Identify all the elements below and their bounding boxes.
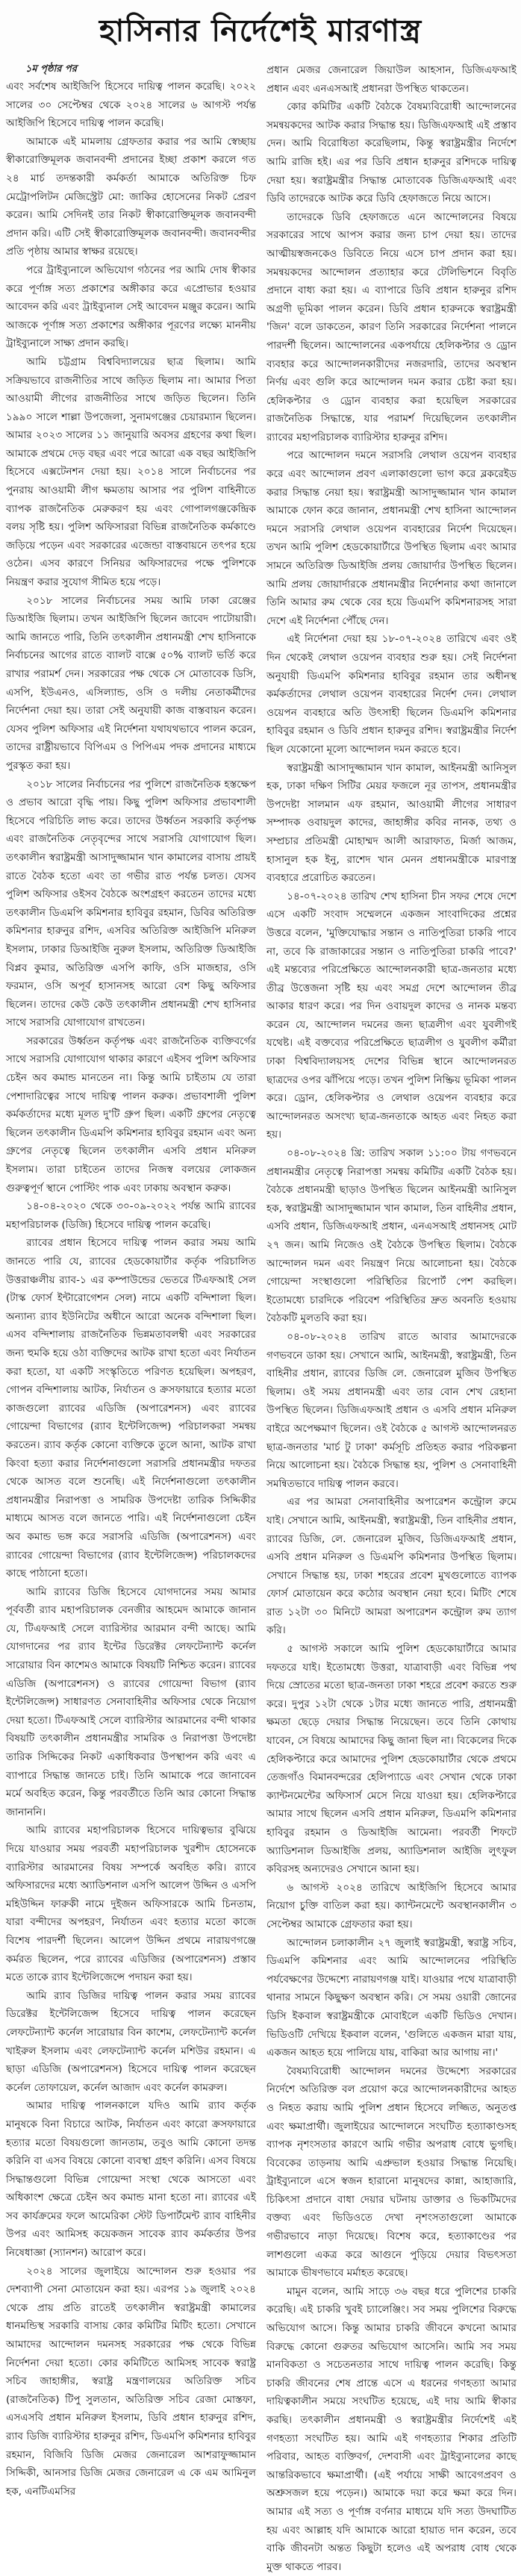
paragraph: প্রধান মেজর জেনারেল জিয়াউল আহসান, ডিজিএফআই প্রধান এবং এনএসআই প্রধানরা উপস্থিত থাকতেন। xyxy=(266,64,517,95)
paragraph: র‌্যাবের প্রধান হিসেবে দায়িত্ব পালন করার সময় আমি জানতে পারি যে, র‌্যাবের হেডকোয়ার্টার কর্তৃক পরিচালিত উত্তরাঞ্চলীয় র‌্যাব-১ এর কম্পাউন্ডের ভেতরে টিএফআই সেল (টাস্ক ফোর্স ইন্টারোগেশন সেল) নামে একটি বন্দিশালা ছিল। অন্যান্য র‌্যাব ইউনিটের অধীনে আরো অনেক বন্দিশালা ছিল। এসব বন্দিশালায় রাজনৈতিক ভিন্নমতাবলম্বী এবং সরকারের জন্য হুমকি হয়ে ওঠা ব্যক্তিদের আটক রাখা হতো এবং নির্যাতন করা হতো, যা একটি সংস্কৃতিতে পরিণত হয়েছিল। অপহরণ, গোপন বন্দিশালায় আটক, নির্যাতন ও ক্রসফায়ারে হত্যার মতো কাজগুলো র‌্যাবের এডিজি (অপারেশনস) এবং র‌্যাবের গোয়েন্দা বিভাগের (র‌্যাব ইন্টেলিজেন্স) পরিচালকরা সমন্বয় করতেন। র‌্যাব কর্তৃক কোনো ব্যক্তিকে তুলে আনা, আটক রাখা কিংবা হত্যা করার নির্দেশনাগুলো সরাসরি প্রধানমন্ত্রীর দফতর থেকে আসত বলে শুনেছি। এই নির্দেশনাগুলো তৎকালীন প্রধানমন্ত্রীর নিরাপত্তা ও সামরিক উপদেষ্টা তারিক সিদ্দিকীর মাধ্যমে আসত বলে জানতে পারি। এই নির্দেশনাগুলো চেইন অব কমান্ড ভঙ্গ করে সরাসরি এডিজি (অপারেশনস) এবং র‌্যাবের গোয়েন্দা বিভাগের (র‌্যাব ইন্টেলিজেন্স) পরিচালকদের কাছে পাঠানো হতো। xyxy=(6,1237,256,1580)
paragraph: ০৪-০৮-২০২৪ খ্রি: তারিখ সকাল ১১:০০ টায় গণভবনে প্রধানমন্ত্রীর নেতৃত্বে নিরাপত্তা সমন্বয় কমিটির একটি বৈঠক হয়। বৈঠকে প্রধানমন্ত্রী ছাড়াও উপস্থিত ছিলেন আইনমন্ত্রী আনিসুল হক, স্বরাষ্ট্রমন্ত্রী আসাদুজ্জামান খান কামাল, তিন বাহিনীর প্রধান, এসবি প্রধান, ডিজিএফআই প্রধান, এনএসআই প্রধানসহ মোট ২৭ জন। আমি নিজেও ওই বৈঠকে উপস্থিত ছিলাম। বৈঠকে আন্দোলন দমন এবং নিয়ন্ত্রণ নিয়ে আলোচনা হয়। বৈঠকে গোয়েন্দা সংস্থাগুলো পরিস্থিতির রিপোর্ট পেশ করছিল। ইতোমধ্যে চারদিকে পরিবেশ পরিস্থিতির দ্রুত অবনতি হওয়ায় বৈঠকটি মুলতবি করা হয়। xyxy=(266,1147,517,1325)
paragraph: পরে ট্রাইব্যুনালে অভিযোগ গঠনের পর আমি দোষ স্বীকার করে পূর্ণাঙ্গ সত্য প্রকাশের অঙ্গীকার করে এপ্রোভার হওয়ার আবেদন করি এবং ট্রাইব্যুনাল সেই আবেদন মঞ্জুর করেন। আমি আজকে পূর্ণাঙ্গ সত্য প্রকাশের অঙ্গীকার পূরণের লক্ষ্যে মাননীয় ট্রাইব্যুনালে সাক্ষ্য প্রদান করছি। xyxy=(6,263,256,350)
paragraph: ৬ আগস্ট ২০২৪ তারিখে আইজিপি হিসেবে আমার নিয়োগ চুক্তি বাতিল করা হয়। ক্যান্টনমেন্টে অবস্থানকালীন ৩ সেপ্টেম্বর আমাকে গ্রেফতার করা হয়। xyxy=(266,1881,517,1930)
paragraph: ৫ আগস্ট সকালে আমি পুলিশ হেডকোয়ার্টারে আমার দফতরে যাই। ইতোমধ্যে উত্তরা, যাত্রাবাড়ী এবং বিভিন্ন পথ দিয়ে স্রোতের মতো ছাত্র-জনতা ঢাকা শহরে প্রবেশ করতে শুরু করে। দুপুর ১২টা থেকে ১টার মধ্যে জানতে পারি, প্রধানমন্ত্রী ক্ষমতা ছেড়ে দেয়ার সিদ্ধান্ত নিয়েছেন। তবে তিনি কোথায় যাবেন, সে বিষয়ে আমাদের কিছু জানা ছিল না। বিকেলের দিকে হেলিকপ্টারে করে আমাদের পুলিশ হেডকোয়ার্টার থেকে প্রথমে তেজগাঁও বিমানবন্দরের হেলিপ্যাডে এবং সেখান থেকে ঢাকা ক্যান্টনমেন্টের অফিসার্স মেসে নিয়ে যাওয়া হয়। হেলিকপ্টারে আমার সাথে ছিলেন এসবি প্রধান মনিরুল, ডিএমপি কমিশনার হাবিবুর রহমান ও ডিআইজি আমেনা। পরবর্তী শিফটে অ্যাডিশনাল ডিআইজি প্রলয়, অ্যাডিশনাল আইজি লুৎফুল কবিরসহ অন্যদেরও সেখানে আনা হয়। xyxy=(266,1643,517,1876)
paragraph: আমার দায়িত্ব পালনকালে যদিও আমি র‌্যাব কর্তৃক মানুষকে বিনা বিচারে আটক, নির্যাতন এবং কারো ক্রসফায়ারে হত্যার মতো বিষয়গুলো জানতাম, তবুও আমি কোনো তদন্ত করিনি বা এসব বিষয়ে কোনো ব্যবস্থা গ্রহণ করিনি। এসব বিষয়ে সিদ্ধান্তগুলো বিভিন্ন গোয়েন্দা সংস্থা থেকে আসতো এবং অধিকাংশ ক্ষেত্রে চেইন অব কমান্ড মানা হতো না। র‌্যাবের এই সব কার্যক্রমের ফলে আমেরিকা স্টেট ডিপার্টমেন্ট র‌্যাব বাহিনীর উপর এবং আমিসহ কয়েকজন সাবেক র‌্যাব কর্মকর্তার উপর নিষেধাজ্ঞা (স্যানশন) আরোপ করে। xyxy=(6,2100,256,2260)
paragraph: কোর কমিটির একটি বৈঠকে বৈষম্যবিরোধী আন্দোলনের সমন্বয়কদের আটক করার সিদ্ধান্ত হয়। ডিজিএফআই এই প্রস্তাব দেন। আমি বিরোধিতা করেছিলাম, কিন্তু স্বরাষ্ট্রমন্ত্রীর নির্দেশে আমি রাজি হই। এর পর ডিবি প্রধান হারুনুর রশিদকে দায়িত্ব দেয়া হয়। স্বরাষ্ট্রমন্ত্রীর সিদ্ধান্ত মোতাবেক ডিজিএফআই এবং ডিবি তাদেরকে আটক করে ডিবি হেফাজতে নিয়ে আসে। xyxy=(266,101,517,205)
paragraph: বৈষম্যবিরোধী আন্দোলন দমনের উদ্দেশ্যে সরকারের নির্দেশে অতিরিক্ত বল প্রয়োগ করে আন্দোলনকারীদের আহত ও নিহত করায় আমি পুলিশ প্রধান হিসেবে লজ্জিত, অনুতপ্ত এবং ক্ষমাপ্রার্থী। জুলাইয়ের আন্দোলনে সংঘটিত হত্যাকাণ্ডসহ ব্যাপক নৃশংসতার কারণে আমি গভীর অপরাধ বোধে ভুগছি। বিবেকের তাড়নায় আমি এপ্রুভাল হওয়ার সিদ্ধান্ত নিয়েছি। ট্রাইব্যুনালে এসে স্বজন হারানো মানুষদের কান্না, আহাজারি, চিকিৎসা প্রদানে বাধা দেয়ার ঘটনায় ডাক্তার ও ভিকটিমদের বক্তব্য এবং ভিডিওতে দেখা নৃশংসতাগুলো আমাকে গভীরভাবে নাড়া দিয়েছে। বিশেষ করে, হত্যাকাণ্ডের পর লাশগুলো একত্র করে আগুনে পুড়িয়ে দেয়ার বিভৎসতা আমাকে ভীষণভাবে মর্মাহত করেছে। xyxy=(266,2065,517,2280)
paragraph: ১৪-০৭-২০২৪ তারিখ শেখ হাসিনা চীন সফর শেষে দেশে এসে একটি সংবাদ সম্মেলনে একজন সাংবাদিকের প্রশ্নের উত্তরে বলেন, 'মুক্তিযোদ্ধার সন্তান ও নাতিপুতিরা চাকরি পাবে না, তবে কি রাজাকারের সন্তান ও নাতিপুতিরা চাকরি পাবে?' এই মন্তব্যের পরিপ্রেক্ষিতে আন্দোলনকারী ছাত্র-জনতার মধ্যে তীব্র উত্তেজনা সৃষ্টি হয় এবং সমগ্র দেশে আন্দোলন তীব্র আকার ধারণ করে। পর দিন ওবায়দুল কাদের ও নানক মন্তব্য করেন যে, আন্দোলন দমনের জন্য ছাত্রলীগ এবং যুবলীগই যথেষ্ট। এই বক্তব্যের পরিপ্রেক্ষিতে ছাত্রলীগ ও যুবলীগ কর্মীরা ঢাকা বিশ্ববিদ্যালয়সহ দেশের বিভিন্ন স্থানে আন্দোলনরত ছাত্রদের ওপর ঝাঁপিয়ে পড়ে। তখন পুলিশ নিষ্ক্রিয় ভূমিকা পালন করে। ড্রোন, হেলিকপ্টার ও লেথাল ওয়েপন ব্যবহার করে আন্দোলনরত অসংখ্য ছাত্র-জনতাকে আহত এবং নিহত করা হয়। xyxy=(266,890,517,1141)
headline: হাসিনার নির্দেশেই মারণাস্ত্র xyxy=(99,13,422,49)
paragraph: স্বরাষ্ট্রমন্ত্রী আসাদুজ্জামান খান কামাল, আইনমন্ত্রী আনিসুল হক, ঢাকা দক্ষিণ সিটির মেয়র ফজলে নূর তাপস, প্রধানমন্ত্রীর উপদেষ্টা সালমান এফ রহমান, আওয়ামী লীগের সাধারণ সম্পাদক ওবায়দুল কাদের, জাহাঙ্গীর কবির নানক, তথ্য ও সম্প্রচার প্রতিমন্ত্রী মোহাম্মদ আলী আরাফাত, মির্জা আজম, হাসানুল হক ইনু, রাশেদ খান মেনন প্রধানমন্ত্রীকে মারণাস্ত্র ব্যবহারে প্ররোচিত করতেন। xyxy=(266,761,517,885)
paragraph: ১৪-০৪-২০২০ থেকে ৩০-০৯-২০২২ পর্যন্ত আমি র‌্যাবের মহাপরিচালক (ডিজি) হিসেবে দায়িত্ব পালন করেছি। xyxy=(6,1200,256,1231)
article-body xyxy=(6,61,517,2573)
paragraph: এর পর আমরা সেনাবাহিনীর অপারেশন কন্ট্রোল রুমে যাই। সেখানে আমি, আইনমন্ত্রী, স্বরাষ্ট্রমন্ত্রী, তিন বাহিনীর প্রধান, র‌্যাবের ডিজি, লে. জেনারেল মুজিব, ডিজিএফআই প্রধান, এসবি প্রধান মনিরুল ও ডিএমপি কমিশনার উপস্থিত ছিলাম। সেখানে সিদ্ধান্ত হয়, ঢাকা শহরের প্রবেশ মুখগুলোতে ব্যাপক ফোর্স মোতায়েন করে কঠোর অবস্থান নেয়া হবে। মিটিং শেষে রাত ১২টা ৩০ মিনিটে আমরা অপারেশন কন্ট্রোল রুম ত্যাগ করি। xyxy=(266,1496,517,1637)
paragraph: ২০১৮ সালের নির্বাচনের সময় আমি ঢাকা রেঞ্জের ডিআইজি ছিলাম। তখন আইজিপি ছিলেন জাবেদ পাটোয়ারী। আমি জানতে পারি, তিনি তৎকালীন প্রধানমন্ত্রী শেখ হাসিনাকে নির্বাচনের আগের রাতে ব্যালট বাক্সে ৫০% ব্যালট ভর্তি করে রাখার পরামর্শ দেন। সরকারের পক্ষ থেকে সে মোতাবেক ডিসি, এসপি, ইউএনও, এসিল্যান্ড, ওসি ও দলীয় নেতাকর্মীদের নির্দেশনা দেয়া হয়। তারা সেই অনুযায়ী কাজ বাস্তবায়ন করেন। যেসব পুলিশ অফিসার এই নির্দেশনা যথাযথভাবে পালন করেন, তাদের রাষ্ট্রীয়ভাবে বিপিএম ও পিপিএম পদক প্রদানের মাধ্যমে পুরস্কৃত করা হয়। xyxy=(6,594,256,772)
paragraph: এই নির্দেশনা দেয়া হয় ১৮-০৭-২০২৪ তারিখে এবং ওই দিন থেকেই লেথাল ওয়েপন ব্যবহার শুরু হয়। সেই নির্দেশনা অনুযায়ী ডিএমপি কমিশনার হাবিবুর রহমান তার অধীনস্থ কর্মকর্তাদের লেথাল ওয়েপন ব্যবহারের নির্দেশ দেন। লেথাল ওয়েপন ব্যবহারে অতি উৎসাহী ছিলেন ডিএমপি কমিশনার হাবিবুর রহমান ও ডিবি প্রধান হারুনুর রশিদ। স্বরাষ্ট্রমন্ত্রীর নির্দেশ ছিল যেকোনো মূল্যে আন্দোলন দমন করতে হবে। xyxy=(266,633,517,755)
paragraph: মামুন বলেন, আমি সাড়ে ৩৬ বছর ধরে পুলিশের চাকরি করেছি। এই চাকরি খুবই চ্যালেঞ্জিং। সব সময় পুলিশের বিরুদ্ধে অভিযোগ আসে। কিন্তু আমার চাকরি জীবনে কখনো আমার বিরুদ্ধে কোনো গুরুতর অভিযোগ আসেনি। আমি সব সময় মানবিকতা ও সচেতনতার সাথে দায়িত্ব পালন করেছি। কিন্তু চাকরি জীবনের শেষ প্রান্তে এসে এ ধরনের গণহত্যা আমার দায়িত্বকালীন সময়ে সংঘটিত হয়েছে, এই দায় আমি স্বীকার করছি। তৎকালীন প্রধানমন্ত্রী ও স্বরাষ্ট্রমন্ত্রীর নির্দেশেই এই গণহত্যা সংঘটিত হয়। আমি এই গণহত্যার শিকার প্রতিটি পরিবার, আহত ব্যক্তিবর্গ, দেশবাসী এবং ট্রাইব্যুনালের কাছে আন্তরিকভাবে ক্ষমাপ্রার্থী। (এই পর্যায়ে সাক্ষী আবেগপ্রবণ ও অশ্রুসজল হয়ে পড়েন।) আমাকে দয়া করে ক্ষমা করে দিন। আমার এই সত্য ও পূর্ণাঙ্গ বর্ণনার মাধ্যমে যদি সত্য উদঘাটিত হয় এবং আল্লাহ যদি আমাকে আরো হায়াত দান করেন, তবে বাকি জীবনটা অন্তত কিছুটা হলেও এই অপরাধ বোধ থেকে মুক্ত থাকতে পারব। xyxy=(266,2285,517,2573)
paragraph: ২০১৮ সালের নির্বাচনের পর পুলিশে রাজনৈতিক হস্তক্ষেপ ও প্রভাব আরো বৃদ্ধি পায়। কিছু পুলিশ অফিসার প্রভাবশালী হিসেবে পরিচিতি লাভ করে। তাদের উর্ধ্বতন সরকারি কর্তৃপক্ষ এবং রাজনৈতিক নেতৃবৃন্দের সাথে সরাসরি যোগাযোগ ছিল। তৎকালীন স্বরাষ্ট্রমন্ত্রী আসাদুজ্জামান খান কামালের বাসায় প্রায়ই রাতে বৈঠক হতো এবং তা গভীর রাত পর্যন্ত চলত। যেসব পুলিশ অফিসার ওইসব বৈঠকে অংশগ্রহণ করতেন তাদের মধ্যে তৎকালীন ডিএমপি কমিশনার হাবিবুর রহমান, ডিবির অতিরিক্ত কমিশনার হারুনুর রশিদ, এসবির অতিরিক্ত আইজিপি মনিরুল ইসলাম, ঢাকার ডিআইজি নুরুল ইসলাম, অতিরিক্ত ডিআইজি বিপ্লব কুমার, অতিরিক্ত এসপি কাফি, ওসি মাজহার, ওসি ফরমান, ওসি অপূর্ব হাসানসহ আরো বেশ কিছু অফিসার ছিলেন। তাদের কেউ কেউ তৎকালীন প্রধানমন্ত্রী শেখ হাসিনার সাথে সরাসরি যোগাযোগ রাখতেন। xyxy=(6,778,256,1029)
paragraph: আমি র‌্যাবের মহাপরিচালক হিসেবে দায়িত্বভার বুঝিয়ে দিয়ে যাওয়ার সময় পরবর্তী মহাপরিচালক খুরশীদ হোসেনকে ব্যারিস্টার আরমানের বিষয় সম্পর্কে অবহিত করি। র‌্যাবে অফিসারদের মধ্যে অ্যাডিশনাল এসপি আলেপ উদ্দিন ও এসপি মহিউদ্দিন ফারুকী নামে দুইজন অফিসারকে আমি চিনতাম, যারা বন্দীদের অপহরণ, নির্যাতন এবং হত্যার মতো কাজে বিশেষ পারদর্শী ছিলেন। আলেপ উদ্দিন প্রথমে নারায়ণগঞ্জে কর্মরত ছিলেন, পরে র‌্যাবের এডিজির (অপারেশনস) প্রস্তাব মতে তাকে র‌্যাব ইন্টেলিজেন্সে পদায়ন করা হয়। xyxy=(6,1824,256,1984)
paragraph: পরে আন্দোলন দমনে সরাসরি লেথাল ওয়েপন ব্যবহার করে এবং আন্দোলন প্রবণ এলাকাগুলো ভাগ করে ব্লকরেইড করার সিদ্ধান্ত নেয়া হয়। স্বরাষ্ট্রমন্ত্রী আসাদুজ্জামান খান কামাল আমাকে ফোন করে জানান, প্রধানমন্ত্রী শেখ হাসিনা আন্দোলন দমনে সরাসরি লেথাল ওয়েপন ব্যবহারের নির্দেশ দিয়েছেন। তখন আমি পুলিশ হেডকোয়ার্টারে উপস্থিত ছিলাম এবং আমার সামনে অতিরিক্ত ডিআইজি প্রলয় জোয়ার্দার উপস্থিত ছিলেন। আমি প্রলয় জোয়ার্দারকে প্রধানমন্ত্রীর নির্দেশনার কথা জানালে তিনি আমার রুম থেকে বের হয়ে ডিএমপি কমিশনারসহ সারা দেশে এই নির্দেশনা পৌঁছে দেন। xyxy=(266,449,517,627)
paragraph: আন্দোলন চলাকালীন ২৭ জুলাই স্বরাষ্ট্রমন্ত্রী, স্বরাষ্ট্র সচিব, ডিএমপি কমিশনার এবং আমি আন্দোলনের পরিস্থিতি পর্যবেক্ষণের উদ্দেশ্যে নারায়ণগঞ্জ যাই। যাওয়ার পথে যাত্রাবাড়ী থানার সামনে কিছুক্ষণ অবস্থান করি। সে সময় ওয়ারী জোনের ডিসি ইকবাল স্বরাষ্ট্রমন্ত্রীকে মোবাইলে একটি ভিডিও দেখান। ভিডিওটি দেখিয়ে ইকবাল বলেন, 'গুলিতে একজন মারা যায়, একজন আহত হয়ে পালিয়ে যায়, বাকিরা আর আগায় না।' xyxy=(266,1936,517,2059)
paragraph: সরকারের উর্ধ্বতন কর্তৃপক্ষ এবং রাজনৈতিক ব্যক্তিবর্গের সাথে সরাসরি যোগাযোগ থাকার কারণে এইসব পুলিশ অফিসার চেইন অব কমান্ড মানতেন না। কিন্তু আমি চাইতাম যে তারা পেশাদারিত্বের সাথে দায়িত্ব পালন করুক। প্রভাবশালী পুলিশ কর্মকর্তাদের মধ্যে মূলত দু'টি গ্রুপ ছিল। একটি গ্রুপের নেতৃত্বে ছিলেন তৎকালীন ডিএমপি কমিশনার হাবিবুর রহমান এবং অন্য গ্রুপের নেতৃত্বে ছিলেন তৎকালীন এসবি প্রধান মনিরুল ইসলাম। তারা চাইতেন তাদের নিজস্ব বলয়ের লোকজন গুরুত্বপূর্ণ স্থানে পোস্টিং পাক এবং ঢাকায় অবস্থান করুক। xyxy=(6,1035,256,1194)
paragraph: ০৪-০৮-২০২৪ তারিখ রাতে আবার আমাদেরকে গণভবনে ডাকা হয়। সেখানে আমি, আইনমন্ত্রী, স্বরাষ্ট্রমন্ত্রী, তিন বাহিনীর প্রধান, র‌্যাবের ডিজি লে. জেনারেল মুজিব উপস্থিত ছিলাম। ওই সময় প্রধানমন্ত্রী এবং তার বোন শেখ রেহানা উপস্থিত ছিলেন। ডিজিএফআই প্রধান ও এসবি প্রধান মনিরুল বাইরে অপেক্ষমাণ ছিলেন। ওই বৈঠকে ৫ আগস্ট আন্দোলনরত ছাত্র-জনতার 'মার্চ টু ঢাকা' কর্মসূচি প্রতিহত করার পরিকল্পনা নিয়ে আলোচনা হয়। বৈঠকে সিদ্ধান্ত হয়, পুলিশ ও সেনাবাহিনী সমন্বিতভাবে দায়িত্ব পালন করবে। xyxy=(266,1330,517,1490)
right-column xyxy=(266,61,517,2573)
paragraph: তাদেরকে ডিবি হেফাজতে এনে আন্দোলনের বিষয়ে সরকারের সাথে আপস করার জন্য চাপ দেয়া হয়। তাদের আত্মীয়স্বজনকেও ডিবিতে নিয়ে এসে চাপ প্রদান করা হয়। সমন্বয়কদের আন্দোলন প্রত্যাহার করে টেলিভিশনে বিবৃতি প্রদানে বাধ্য করা হয়। এ ব্যাপারে ডিবি প্রধান হারুনুর রশিদ অগ্রণী ভূমিকা পালন করেন। ডিবি প্রধান হারুনকে স্বরাষ্ট্রমন্ত্রী 'জিন' বলে ডাকতেন, কারণ তিনি সরকারের নির্দেশনা পালনে পারদর্শী ছিলেন। আন্দোলনের একপর্যায়ে হেলিকপ্টার ও ড্রোন ব্যবহার করে আন্দোলনকারীদের নজরদারি, তাদের অবস্থান নির্ণয় এবং গুলি করে আন্দোলন দমন করার চেষ্টা করা হয়। হেলিকপ্টার ও ড্রোন ব্যবহার করা হয়েছিল সরকারের রাজনৈতিক সিদ্ধান্তে, যার পরামর্শ দিয়েছিলেন তৎকালীন র‌্যাবের মহাপরিচালক ব্যারিস্টার হারুনুর রশিদ। xyxy=(266,210,517,443)
continuation-label: ১ম পৃষ্ঠার পর xyxy=(25,63,77,75)
paragraph: ২০২৪ সালের জুলাইয়ে আন্দোলন শুরু হওয়ার পর দেশব্যাপী সেনা মোতায়েন করা হয়। এরপর ১৯ জুলাই ২০২৪ থেকে প্রায় প্রতি রাতেই তৎকালীন স্বরাষ্ট্রমন্ত্রী কামালের ধানমন্ডিস্থ সরকারি বাসায় কোর কমিটির মিটিং হতো। সেখানে আমাদের আন্দোলন দমনসহ সরকারের পক্ষ থেকে বিভিন্ন নির্দেশনা দেয়া হতো। কোর কমিটিতে আমিসহ সাবেক স্বরাষ্ট্র সচিব জাহাঙ্গীর, স্বরাষ্ট্র মন্ত্রণালয়ের অতিরিক্ত সচিব (রাজনৈতিক) টিপু সুলতান, অতিরিক্ত সচিব রেজা মোস্তফা, এসএসবি প্রধান মনিরুল ইসলাম, ডিবি প্রধান হারুনুর রশিদ, র‌্যাব ডিজি ব্যারিস্টার হারুনুর রশিদ, ডিএমপি কমিশনার হাবিবুর রহমান, বিজিবি ডিজি মেজর জেনারেল আশরাফুজ্জামান সিদ্দিকী, আনসার ডিজি মেজর জেনারেল এ কে এম আমিনুল হক, এনটিএমসির xyxy=(6,2265,256,2498)
paragraph: আমি চট্টগ্রাম বিশ্ববিদ্যালয়ের ছাত্র ছিলাম। আমি সক্রিয়ভাবে রাজনীতির সাথে জড়িত ছিলাম না। আমার পিতা আওয়ামী লীগের রাজনীতির সাথে জড়িত ছিলেন। তিনি ১৯৯০ সালে শাল্লা উপজেলা, সুনামগঞ্জের চেয়ারম্যান ছিলেন। আমার ২০২৩ সালের ১১ জানুয়ারি অবসর গ্রহণের কথা ছিল। আমাকে প্রথমে দেড় বছর এবং পরে আরো এক বছর আইজিপি হিসেবে এক্সটেনশন দেয়া হয়। ২০১৪ সালে নির্বাচনের পর পুনরায় আওয়ামী লীগ ক্ষমতায় আসার পর পুলিশ বাহিনীতে ব্যাপক রাজনৈতিক মেরুকরণ হয় এবং গোপালগঞ্জকেন্দ্রিক বলয় সৃষ্টি হয়। পুলিশ অফিসাররা বিভিন্ন রাজনৈতিক কর্মকাণ্ডে জড়িয়ে পড়েন এবং সরকারের এজেন্ডা বাস্তবায়নে তৎপর হয়ে ওঠেন। এসব কারণে সিনিয়র অফিসারদের পক্ষে পুলিশকে নিয়ন্ত্রণ করার সুযোগ সীমিত হয়ে পড়ে। xyxy=(6,355,256,589)
left-column xyxy=(6,61,256,2498)
paragraph: আমি র‌্যাবের ডিজি হিসেবে যোগদানের সময় আমার পূর্ববর্তী র‌্যাব মহাপরিচালক বেনজীর আহমেদ আমাকে জানান যে, টিএফআই সেলে ব্যারিস্টার আরমান বন্দী আছে। আমি যোগদানের পর র‌্যাব ইন্টের ডিরেক্টর লেফটেন্যান্ট কর্নেল সারোয়ার বিন কাশেমও আমাকে বিষয়টি নিশ্চিত করেন। র‌্যাবের এডিজি (অপারেশনস) ও র‌্যাবের গোয়েন্দা বিভাগ (র‌্যাব ইন্টেলিজেন্স) সাধারণত সেনাবাহিনীর অফিসার থেকে নিয়োগ দেয়া হতো। টিএফআই সেলে ব্যারিস্টার আরমানের বন্দী থাকার বিষয়টি তৎকালীন প্রধানমন্ত্রীর সামরিক ও নিরাপত্তা উপদেষ্টা তারিক সিদ্দিকের নিকট একাধিকবার উপস্থাপন করি এবং এ ব্যাপারে সিদ্ধান্ত জানতে চাই। তিনি আমাকে পরে জানাবেন মর্মে অবহিত করেন, কিন্তু পরবর্তীতে তিনি আর কোনো সিদ্ধান্ত জানাননি। xyxy=(6,1585,256,1818)
paragraph: আমি র‌্যাব ডিজির দায়িত্ব পালন করার সময় র‌্যাবের ডিরেক্টর ইন্টেলিজেন্স হিসেবে দায়িত্ব পালন করেছেন লেফটেন্যান্ট কর্নেল সারোয়ার বিন কাশেম, লেফটেন্যান্ট কর্নেল খাইরুল ইসলাম এবং লেফটেন্যান্ট কর্নেল মশিউর রহমান। এ ছাড়া এডিজি (অপারেশনস) হিসেবে দায়িত্ব পালন করেছেন কর্নেল তোফায়েল, কর্নেল আজাদ এবং কর্নেল কামরুল। xyxy=(6,1989,256,2094)
paragraph: আমাকে এই মামলায় গ্রেফতার করার পর আমি স্বেচ্ছায় স্বীকারোক্তিমূলক জবানবন্দী প্রদানের ইচ্ছা প্রকাশ করলে গত ২৪ মার্চ তদন্তকারী কর্মকর্তা আমাকে অতিরিক্ত চিফ মেট্রোপলিটন মেজিস্ট্রেট মো: জাকির হোসেনের নিকট প্রেরণ করেন। আমি সেদিনই তার নিকট স্বীকারোক্তিমূলক জবানবন্দী প্রদান করি। এটি সেই স্বীকারোক্তিমূলক জবানবন্দী। জবানবন্দীর প্রতি পৃষ্ঠায় আমার স্বাক্ষর রয়েছে। xyxy=(6,135,256,258)
paragraph: এবং সর্বশেষ আইজিপি হিসেবে দায়িত্ব পালন করেছি। ২০২২ সালের ৩০ সেপ্টেম্বর থেকে ২০২৪ সালের ৬ আগস্ট পর্যন্ত আইজিপি হিসেবে দায়িত্ব পালন করেছি। xyxy=(6,81,256,130)
